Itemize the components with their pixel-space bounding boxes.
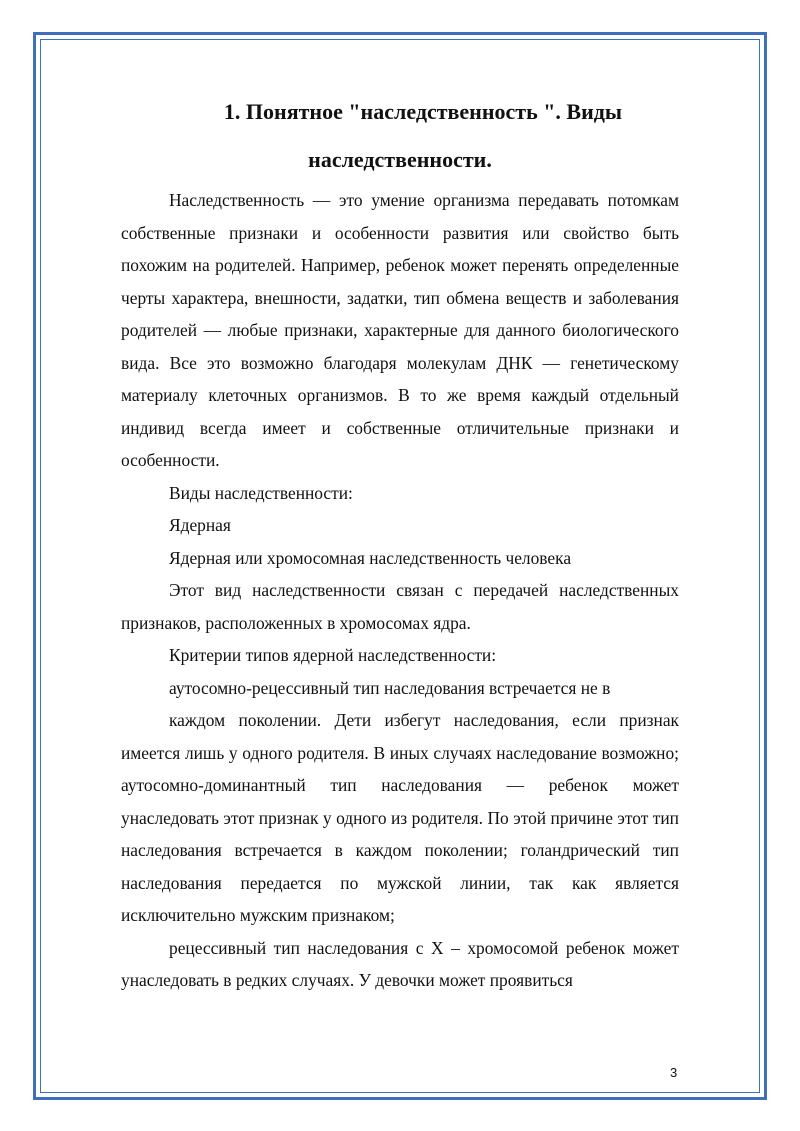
paragraph-heredity-types: Виды наследственности:: [169, 482, 353, 503]
paragraph-x-linked-recessive: рецессивный тип наследования с Х – хромосомой ребенок может унаследовать в редких случаях. У девочки может проявиться: [121, 937, 679, 990]
section-title: [121, 88, 679, 184]
paragraph-generations: каждом поколении. Дети избегут наследования, если признак имеется лишь у одного родителя. В иных случаях наследование возможно; аутосомно-доминантный тип наследования — ребенок может унаследовать этот признак у одного из родителя. По этой причине этот тип наследования встречается в каждом поколении; голандрический тип наследования передается по мужской линии, так как является исключительно мужским признаком;: [121, 710, 679, 925]
section-title-line-1: 1. Понятное "наследственность ". Виды: [223, 99, 623, 124]
paragraph-autosomal-recessive: аутосомно-рецессивный тип наследования встречается не в: [169, 677, 611, 698]
paragraph-heredity-definition: Наследственность — это умение организма передавать потомкам собственные признаки и особенности развития или свойство быть похожим на родителей. Например, ребенок может перенять определенные черты характера, внешности, задатки, тип обмена веществ и заболевания родителей — любые признаки, характерные для данного биологического вида. Все это возможно благодаря молекулам ДНК — генетическому материалу клеточных организмов. В то же время каждый отдельный индивид всегда имеет и собственные отличительные признаки и особенности.: [121, 190, 679, 470]
paragraph-nuclear-chromosomal: Ядерная или хромосомная наследственность человека: [169, 547, 572, 568]
paragraph-criteria: Критерии типов ядерной наследственности:: [169, 645, 497, 665]
section-title-line-2: наследственности.: [308, 147, 492, 172]
paragraph-nuclear: Ядерная: [169, 515, 231, 535]
page-number: 3: [670, 1065, 678, 1080]
document-body: [121, 88, 679, 997]
paragraph-nuclear-description: Этот вид наследственности связан с передачей наследственных признаков, расположенных в хромосомах ядра.: [121, 580, 679, 633]
